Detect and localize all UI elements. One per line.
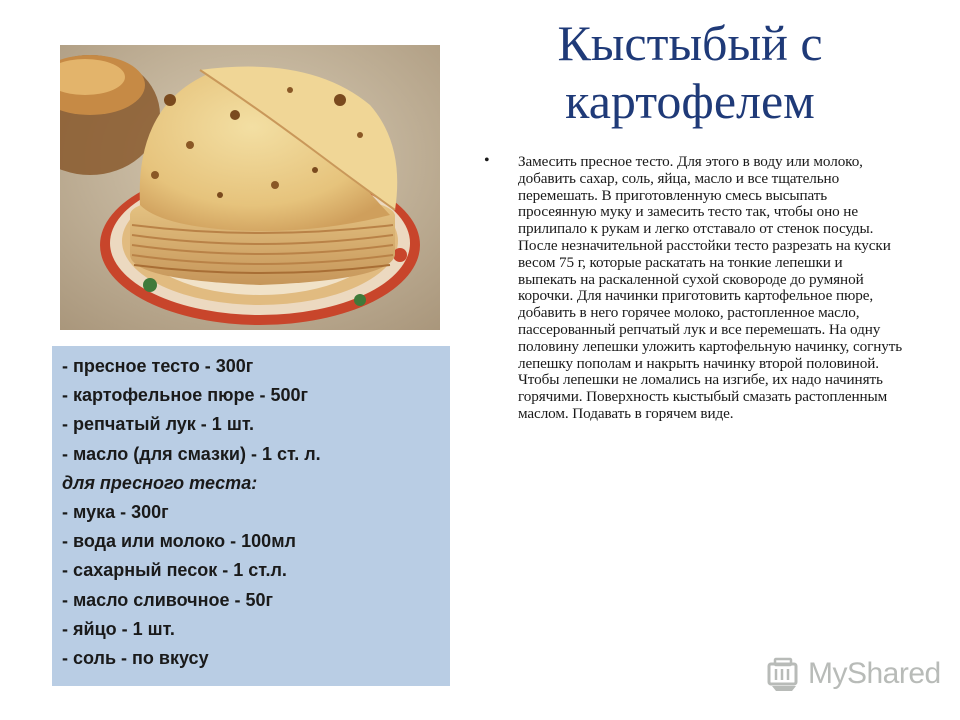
ingredient-subheading: для пресного теста: bbox=[62, 472, 258, 493]
ingredient-line: - масло сливочное - 50г bbox=[62, 589, 274, 610]
method-section bbox=[484, 154, 904, 423]
myshared-logo-icon bbox=[766, 655, 804, 693]
method-text: Замесить пресное тесто. Для этого в воду или молоко, добавить сахар, соль, яйца, масло и все тщательно перемешать. В приготовленную смесь высыпать просеянную муку и замесить тесто так, чтобы оно не прилипало к рукам и легко отставало от стенок посуды. После незначительной расстойки тесто разрезать на куски весом 75 г, которые раскатать на тонкие лепешки и выпекать на раскаленной сухой сковороде до румяной корочки. Для начинки приготовить картофельное пюре, добавить в него горячее молоко, растопленное масло, пассерованный репчатый лук и все перемешать. На одну половину лепешки уложить картофельную начинку, согнуть лепешку пополам и накрыть начинку второй половиной. Чтобы лепешки не ломались на изгибе, их надо начинять горячими. Поверхность кыстыбый смазать растопленным маслом. Подавать в горячем виде. bbox=[518, 153, 903, 422]
ingredient-line: - яйцо - 1 шт. bbox=[62, 618, 175, 639]
ingredient-line: - картофельное пюре - 500г bbox=[62, 385, 309, 406]
flatbread-stack-image bbox=[60, 45, 440, 330]
ingredient-line: - масло (для смазки) - 1 ст. л. bbox=[62, 443, 321, 464]
ingredient-line: - репчатый лук - 1 шт. bbox=[62, 414, 255, 435]
ingredients-panel bbox=[52, 346, 450, 686]
ingredient-line: - вода или молоко - 100мл bbox=[62, 531, 296, 552]
ingredient-line: - пресное тесто - 300г bbox=[62, 356, 254, 376]
ingredient-line: - соль - по вкусу bbox=[62, 648, 209, 669]
myshared-logo[interactable] bbox=[766, 654, 941, 694]
ingredient-line: - мука - 300г bbox=[62, 502, 169, 523]
flatbread-photo bbox=[60, 45, 440, 330]
logo-text: MyShared bbox=[808, 657, 941, 690]
slide-title: Кыстыбый с картофелем bbox=[557, 15, 823, 129]
bullet-marker: • bbox=[484, 152, 490, 169]
ingredient-line: - сахарный песок - 1 ст.л. bbox=[62, 560, 287, 581]
